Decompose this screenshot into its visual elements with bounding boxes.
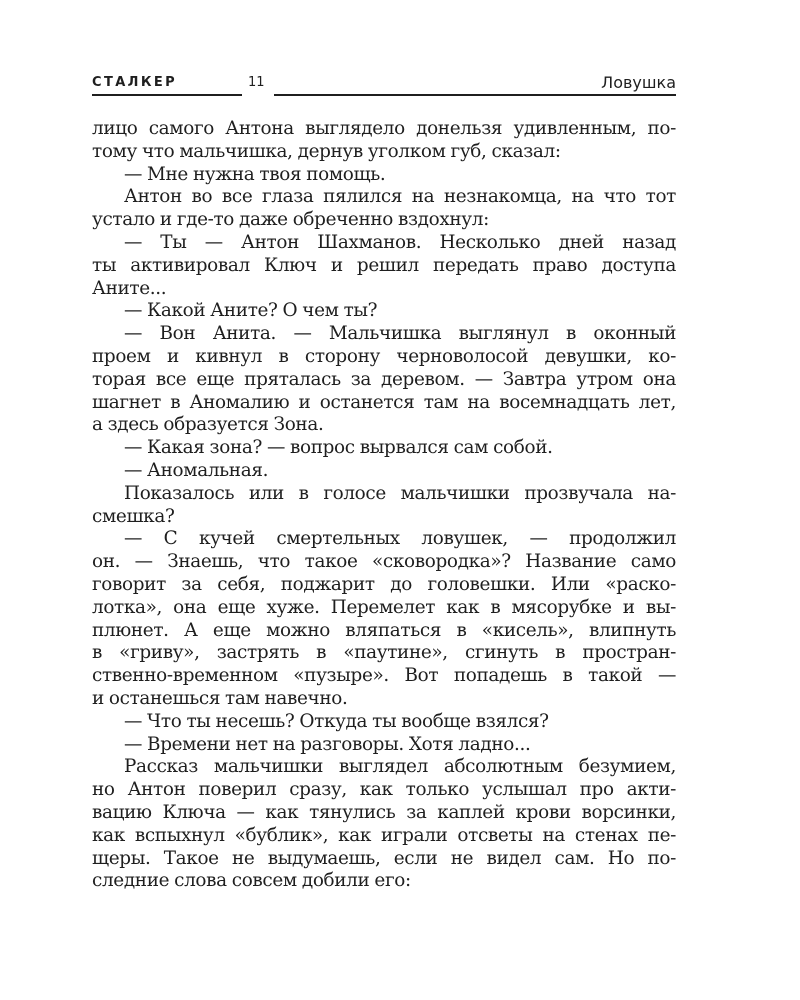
running-header [92, 74, 676, 96]
series-title: СТАЛКЕР [92, 75, 178, 90]
text-line: в «гриву», застрять в «паутине», сгинуть в простран- [92, 642, 676, 664]
text-line: лотка», она еще хуже. Перемелет как в мясорубке и вы- [92, 596, 676, 618]
text-line: но Антон поверил сразу, как только услышал про акти- [92, 779, 676, 801]
text-line: — Ты — Антон Шахманов. Несколько дней назад [124, 231, 676, 253]
text-line: смешка? [92, 505, 175, 527]
body-text [92, 118, 676, 893]
text-line: Рассказ мальчишки выглядел абсолютным безумием, [124, 756, 676, 778]
text-line: устало и где-то даже обреченно вздохнул: [92, 209, 489, 231]
text-line: — Времени нет на разговоры. Хотя ладно... [124, 733, 531, 755]
text-line: Показалось или в голосе мальчишки прозвучала на- [124, 482, 676, 504]
text-line: — Какая зона? — вопрос вырвался сам собой. [124, 437, 553, 459]
text-line: проем и кивнул в сторону черноволосой девушки, ко- [92, 345, 676, 367]
header-rule-left [92, 94, 242, 96]
text-line: торая все еще пряталась за деревом. — Завтра утром она [92, 368, 676, 390]
chapter-title: Ловушка [601, 73, 676, 92]
text-line: — Какой Аните? О чем ты? [124, 300, 378, 322]
text-line: Аните... [92, 277, 167, 299]
text-line: плюнет. А еще можно вляпаться в «кисель», влипнуть [92, 619, 676, 641]
text-line: — Мне нужна твоя помощь. [124, 163, 386, 185]
text-line: тому что мальчишка, дернув уголком губ, сказал: [92, 140, 561, 162]
text-line: как вспыхнул «бублик», как играли отсветы на стенах пе- [92, 824, 676, 846]
header-rule-right [274, 94, 676, 96]
text-line: ственно-временном «пузыре». Вот попадешь в такой — [92, 665, 676, 687]
text-line: следние слова совсем добили его: [92, 870, 411, 892]
text-line: говорит за себя, поджарит до головешки. Или «раско- [92, 573, 676, 595]
text-line: — С кучей смертельных ловушек, — продолжил [124, 528, 676, 550]
text-line: он. — Знаешь, что такое «сковородка»? Название само [92, 551, 676, 573]
page-number: 11 [248, 75, 265, 90]
text-line: вацию Ключа — как тянулись за каплей крови ворсинки, [92, 801, 676, 823]
text-line: щеры. Такое не выдумаешь, если не видел сам. Но по- [92, 847, 676, 869]
text-line: — Вон Анита. — Мальчишка выглянул в оконный [124, 323, 676, 345]
text-line: — Что ты несешь? Откуда ты вообще взялся? [124, 710, 549, 732]
text-line: шагнет в Аномалию и останется там на восемнадцать лет, [92, 391, 676, 413]
text-line: а здесь образуется Зона. [92, 414, 324, 436]
text-line: и останешься там навечно. [92, 687, 348, 709]
text-line: лицо самого Антона выглядело донельзя удивленным, по- [92, 118, 676, 139]
text-line: ты активировал Ключ и решил передать право доступа [92, 254, 676, 276]
text-line: Антон во все глаза пялился на незнакомца, на что тот [124, 186, 676, 208]
text-line: — Аномальная. [124, 459, 269, 481]
